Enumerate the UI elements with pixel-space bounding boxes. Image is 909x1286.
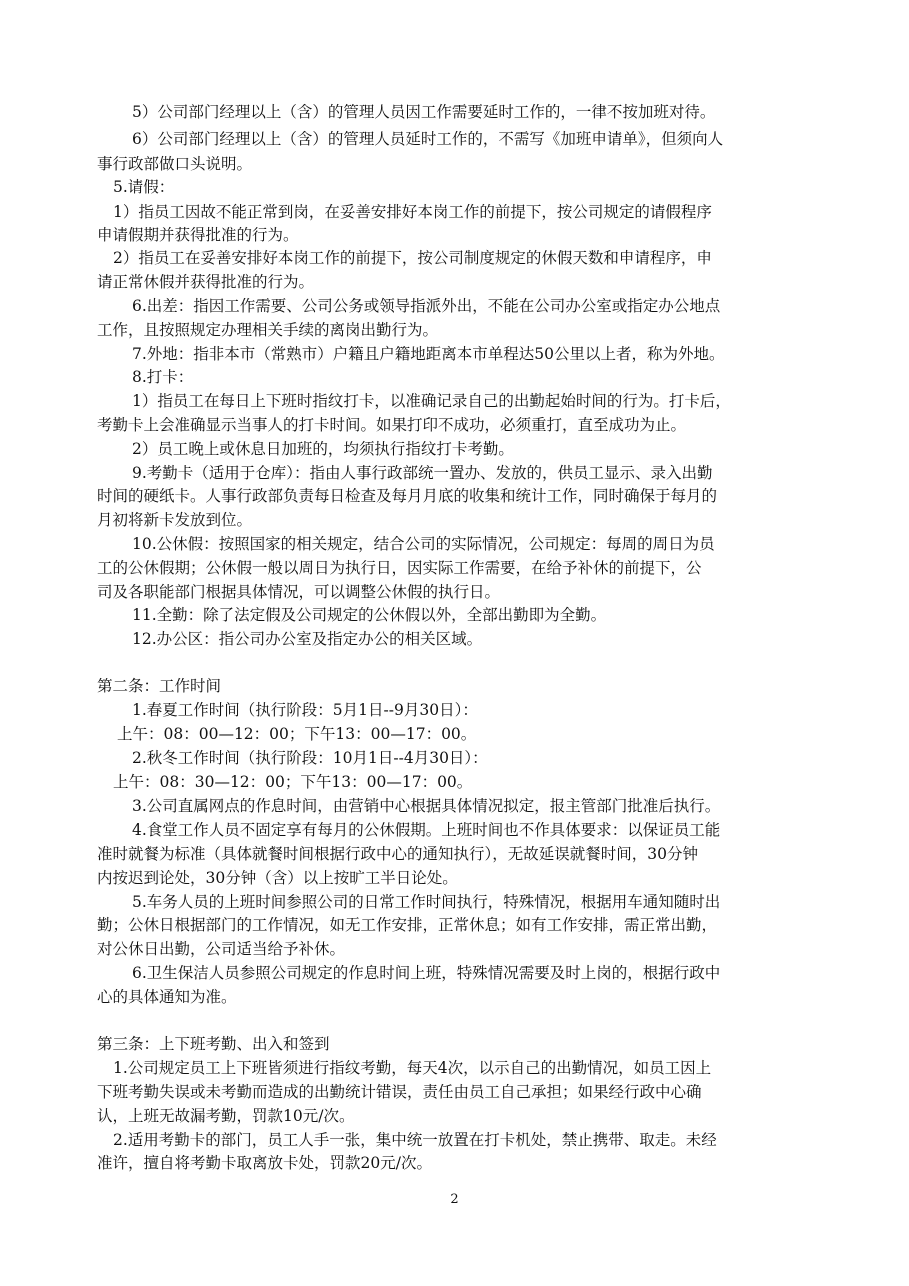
paragraph-line: 工作，且按照规定办理相关手续的离岗出勤行为。 xyxy=(97,321,439,339)
paragraph-line: 12.办公区：指公司办公室及指定办公的相关区域。 xyxy=(132,630,483,648)
paragraph-line: 2.秋冬工作时间（执行阶段：10月1日--4月30日）： xyxy=(132,749,488,767)
paragraph-line: 1.公司规定员工上下班皆须进行指纹考勤，每天4次，以示自己的出勤情况，如员工因上 xyxy=(113,1059,712,1077)
page-number: 2 xyxy=(450,1192,459,1207)
paragraph-line: 3.公司直属网点的作息时间，由营销中心根据具体情况拟定，报主管部门批准后执行。 xyxy=(132,797,721,815)
article-heading: 第三条：上下班考勤、出入和签到 xyxy=(97,1035,330,1053)
paragraph-line: 上午：08：30—12：00；下午13：00—17：00。 xyxy=(113,773,473,791)
paragraph-line: 准许，擅自将考勤卡取离放卡处，罚款20元/次。 xyxy=(97,1154,432,1172)
paragraph-line: 事行政部做口头说明。 xyxy=(97,155,253,173)
paragraph-line: 9.考勤卡（适用于仓库）：指由人事行政部统一置办、发放的，供员工显示、录入出勤 xyxy=(132,464,713,482)
paragraph-line: 请正常休假并获得批准的行为。 xyxy=(97,273,315,291)
paragraph-line: 2）指员工在妥善安排好本岗工作的前提下，按公司制度规定的休假天数和申请程序，申 xyxy=(113,249,712,267)
paragraph-line: 下班考勤失误或未考勤而造成的出勤统计错误，责任由员工自己承担；如果经行政中心确 xyxy=(97,1083,702,1101)
paragraph-line: 勤；公休日根据部门的工作情况，如无工作安排，正常休息；如有工作安排，需正常出勤， xyxy=(97,916,718,934)
paragraph-line: 考勤卡上会准确显示当事人的打卡时间。如果打印不成功，必须重打，直至成功为止。 xyxy=(97,416,687,434)
paragraph-line: 6.出差：指因工作需要、公司公务或领导指派外出，不能在公司办公室或指定办公地点 xyxy=(132,297,721,315)
paragraph-line: 4.食堂工作人员不固定享有每月的公休假期。上班时间也不作具体要求：以保证员工能 xyxy=(132,821,721,839)
paragraph-line: 时间的硬纸卡。人事行政部负责每日检查及每月月底的收集和统计工作，同时确保于每月的 xyxy=(97,487,718,505)
section-heading: 8.打卡： xyxy=(132,368,194,386)
paragraph-line: 工的公休假期；公休假一般以周日为执行日，因实际工作需要，在给予补休的前提下，公 xyxy=(97,559,702,577)
paragraph-line: 10.公休假：按照国家的相关规定，结合公司的实际情况，公司规定：每周的周日为员 xyxy=(132,535,715,553)
paragraph-line: 7.外地：指非本市（常熟市）户籍且户籍地距离本市单程达50公里以上者，称为外地。 xyxy=(132,345,725,363)
paragraph-line: 5.车务人员的上班时间参照公司的日常工作时间执行，特殊情况，根据用车通知随时出 xyxy=(132,893,721,911)
paragraph-line: 2.适用考勤卡的部门，员工人手一张，集中统一放置在打卡机处，禁止携带、取走。未经 xyxy=(113,1131,717,1149)
paragraph-line: 心的具体通知为准。 xyxy=(97,988,237,1006)
paragraph-line: 6）公司部门经理以上（含）的管理人员延时工作的，不需写《加班申请单》，但须向人 xyxy=(132,130,724,148)
paragraph-line: 准时就餐为标准（具体就餐时间根据行政中心的通知执行），无故延误就餐时间，30分钟 xyxy=(97,845,698,863)
paragraph-line: 申请假期并获得批准的行为。 xyxy=(97,226,299,244)
paragraph-line: 6.卫生保洁人员参照公司规定的作息时间上班，特殊情况需要及时上岗的，根据行政中 xyxy=(132,964,721,982)
paragraph-line: 5）公司部门经理以上（含）的管理人员因工作需要延时工作的，一律不按加班对待。 xyxy=(132,103,716,121)
section-heading: 5.请假： xyxy=(113,178,175,196)
paragraph-line: 1.春夏工作时间（执行阶段：5月1日--9月30日）： xyxy=(132,701,478,719)
paragraph-line: 月初将新卡发放到位。 xyxy=(97,511,253,529)
paragraph-line: 认，上班无故漏考勤，罚款10元/次。 xyxy=(97,1107,355,1125)
paragraph-line: 11.全勤：除了法定假及公司规定的公休假以外，全部出勤即为全勤。 xyxy=(132,606,607,624)
paragraph-line: 上午：08：00—12：00；下午13：00—17：00。 xyxy=(117,725,477,743)
paragraph-line: 司及各职能部门根据具体情况，可以调整公休假的执行日。 xyxy=(97,583,501,601)
paragraph-line: 对公休日出勤，公司适当给予补休。 xyxy=(97,940,346,958)
paragraph-line: 2）员工晚上或休息日加班的，均须执行指纹打卡考勤。 xyxy=(132,440,514,458)
paragraph-line: 1）指员工在每日上下班时指纹打卡，以准确记录自己的出勤起始时间的行为。打卡后， xyxy=(132,392,731,410)
article-heading: 第二条：工作时间 xyxy=(97,677,222,695)
paragraph-line: 1）指员工因故不能正常到岗，在妥善安排好本岗工作的前提下，按公司规定的请假程序 xyxy=(113,203,712,221)
paragraph-line: 内按迟到论处，30分钟（含）以上按旷工半日论处。 xyxy=(97,869,458,887)
